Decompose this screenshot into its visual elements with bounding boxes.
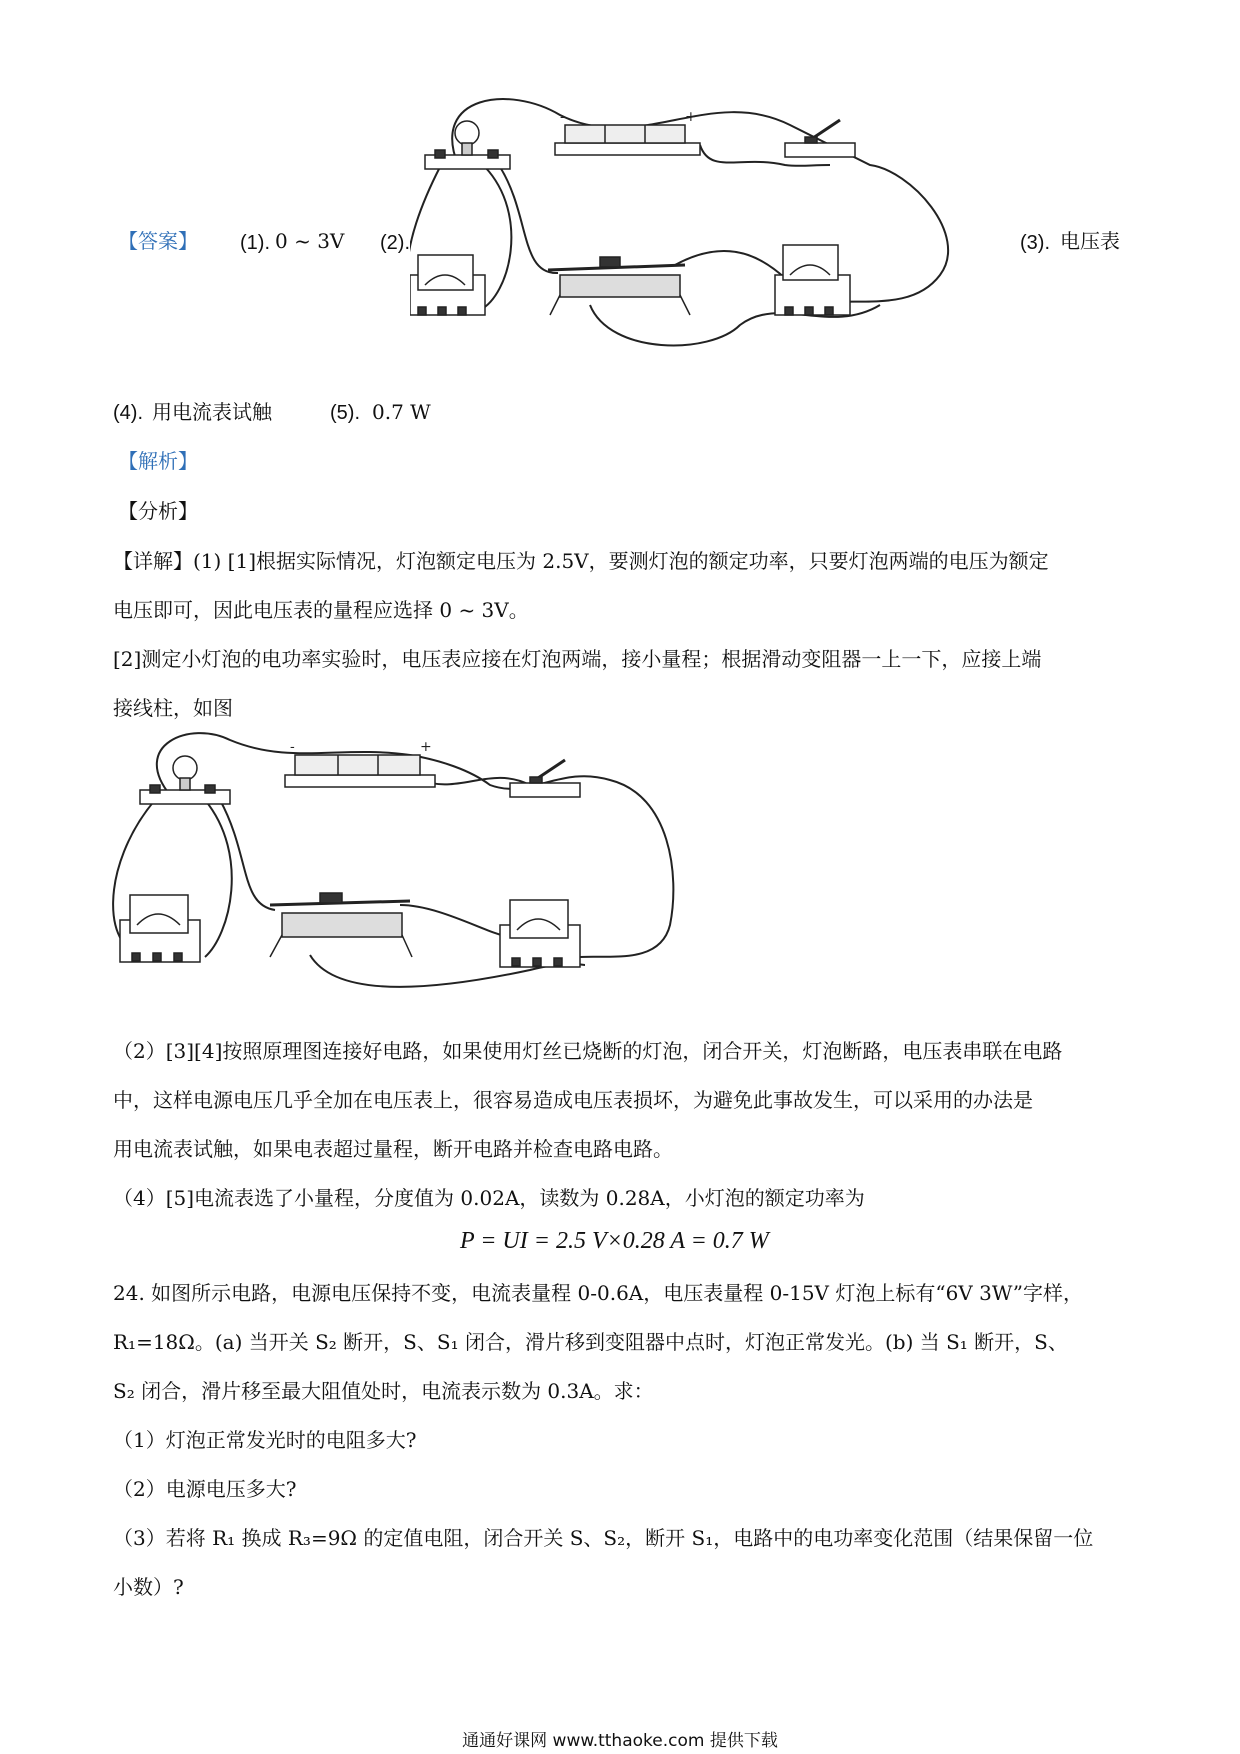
analysis-line-2: 电压即可，因此电压表的量程应选择 0 ~ 3V。 — [113, 598, 529, 622]
rheostat-icon — [548, 257, 690, 315]
analysis-tag: 【解析】 — [118, 449, 198, 473]
circuit-diagram-analysis — [110, 725, 680, 1015]
answer-item1-number: (1). — [240, 232, 270, 254]
question24-line-5: （2）电源电压多大? — [113, 1477, 297, 1501]
circuit-diagram-answer — [410, 95, 970, 395]
question24-line-1: 24. 如图所示电路，电源电压保持不变，电流表量程 0-0.6A，电压表量程 0-15V 灯泡上标有“6V 3W”字样， — [113, 1281, 1083, 1305]
question24-line-7: 小数）? — [113, 1575, 184, 1599]
question24-line-6: （3）若将 R₁ 换成 R₃=9Ω 的定值电阻，闭合开关 S、S₂，断开 S₁，电路中的电功率变化范围（结果保留一位 — [113, 1526, 1094, 1550]
question24-line-3: S₂ 闭合，滑片移至最大阻值处时，电流表示数为 0.3A。求： — [113, 1379, 654, 1403]
ammeter-icon — [500, 900, 580, 967]
analysis2-line-4: （4）[5]电流表选了小量程，分度值为 0.02A，读数为 0.28A，小灯泡的额定功率为 — [113, 1186, 865, 1210]
analysis2-line-1: （2）[3][4]按照原理图连接好电路，如果使用灯丝已烧断的灯泡，闭合开关，灯泡断路，电压表串联在电路 — [113, 1039, 1063, 1063]
bulb-icon — [425, 121, 510, 169]
power-formula: P = UI = 2.5 V×0.28 A = 0.7 W — [460, 1228, 769, 1254]
svg-text:+: + — [420, 739, 432, 755]
ammeter-icon — [775, 245, 850, 315]
page-footer: 通通好课网 www.tthaoke.com 提供下载 — [462, 1731, 778, 1751]
analysis-line-4: 接线柱，如图 — [113, 696, 233, 720]
answer-item4-value: 用电流表试触 — [152, 400, 272, 424]
answer-item2-number: (2). — [380, 232, 410, 254]
switch-icon — [510, 760, 580, 797]
voltmeter-icon — [120, 895, 200, 962]
switch-icon — [785, 120, 855, 157]
svg-text:-: - — [290, 739, 295, 755]
answer-item4-number: (4). — [113, 402, 143, 424]
question24-line-2: R₁=18Ω。(a) 当开关 S₂ 断开，S、S₁ 闭合，滑片移到变阻器中点时，灯泡正常发光。(b) 当 S₁ 断开，S、 — [113, 1330, 1068, 1354]
analysis2-line-3: 用电流表试触，如果电表超过量程，断开电路并检查电路电路。 — [113, 1137, 673, 1161]
voltmeter-icon — [410, 255, 485, 315]
bulb-icon — [140, 756, 230, 804]
answer-item5-number: (5). — [330, 402, 360, 424]
answer-item1-value: 0 ~ 3V — [275, 229, 345, 253]
answer-tag: 【答案】 — [118, 229, 198, 253]
rheostat-icon — [270, 893, 412, 957]
svg-text:+: + — [685, 109, 697, 125]
analysis-line-1: 【详解】(1) [1]根据实际情况，灯泡额定电压为 2.5V，要测灯泡的额定功率，只要灯泡两端的电压为额定 — [113, 549, 1049, 573]
analysis2-line-2: 中，这样电源电压几乎全加在电压表上，很容易造成电压表损坏，为避免此事故发生，可以采用的办法是 — [113, 1088, 1033, 1112]
battery-icon — [285, 739, 435, 787]
answer-item3-number: (3). — [1020, 232, 1050, 254]
answer-item3-value: 电压表 — [1060, 229, 1120, 253]
battery-icon — [555, 109, 700, 155]
question24-line-4: （1）灯泡正常发光时的电阻多大? — [113, 1428, 417, 1452]
analysis-line-3: [2]测定小灯泡的电功率实验时，电压表应接在灯泡两端，接小量程；根据滑动变阻器一上一下，应接上端 — [113, 647, 1042, 671]
analysis-subtag: 【分析】 — [118, 499, 198, 523]
answer-item5-value: 0.7 W — [372, 400, 431, 424]
svg-text:-: - — [560, 109, 565, 125]
